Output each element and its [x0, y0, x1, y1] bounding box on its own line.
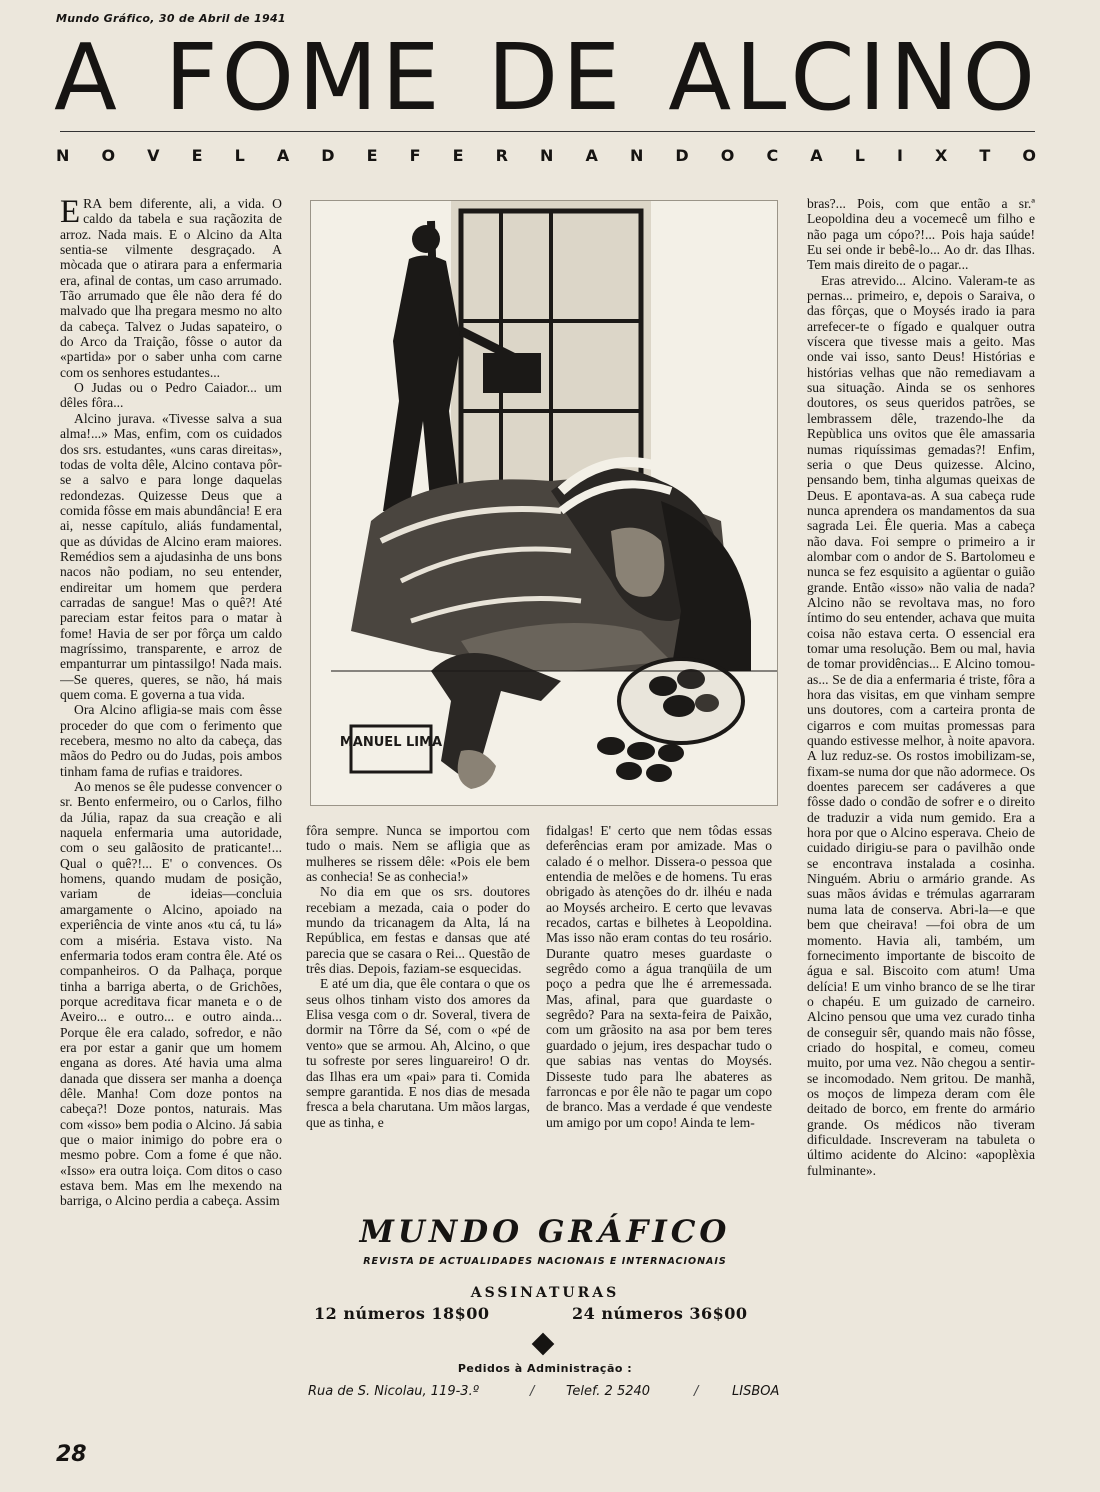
paragraph: O Judas ou o Pedro Caiador... um dêles fôra...: [60, 380, 282, 411]
article-subtitle: N O V E L A D E F E R N A N D O C A L I X T O: [56, 146, 1036, 165]
paragraph: Ora Alcino afligia-se mais com êsse proceder do que com o ferimento que recebera, mesmo no alto da cabeça, das mãos do Pedro ou do Judas, pois ambos tinham fama de rufias e traidores.: [60, 702, 282, 779]
ad-phone: Telef. 2 5240: [566, 1384, 651, 1399]
subscription-advertisement: [300, 1204, 790, 1480]
text-column-4: [807, 196, 1035, 1272]
illustration-drawing: [311, 201, 777, 805]
diamond-ornament-icon: [532, 1333, 555, 1356]
text-column-1: [60, 196, 282, 1272]
ad-tagline: REVISTA DE ACTUALIDADES NACIONAIS E INTERNACIONAIS: [363, 1256, 727, 1267]
paragraph: Ao menos se êle pudesse convencer o sr. Bento enfermeiro, ou o Carlos, filho da Júlia, rapaz da sua creação e ali naquela enfermaria uma autoridade, com o seu galãosito de praticante!... Qual o quê?!... E' o convences. Os homens, quando mudam de posição, variam de ideias—concluia amargamente o Alcino, apoiado na experiência de vinte anos «tu cá, tu lá» com a miséria. Estava visto. Na enfermaria todos eram contra êle. Até os companheiros. O da Palhaça, porque tinha a barriga aberta, o de Grichões, porque acreditava ficar maneta e o de Aveiro... e outro... e outro ainda... Porque êle era calado, sofredor, e não era por estar a ganir que um homem engana as dores. Até havia uma alma danada que dissera ser manha a doença dêle. Manha! Com doze pontos na cabeça?! Doze pontos, naturais. Mas com «isso» bem podia o Alcino. Já sabia que o maior inimigo do pobre era o mesmo pobre. Com a fome é que não. «Isso» era outra loiça. Com ditos o caso estava bem. Mas em lhe mexendo na barriga, o Alcino perdia a cabeça. Assim: [60, 779, 282, 1209]
title-rule: [60, 131, 1035, 132]
ad-subscriptions-title: ASSINATURAS: [470, 1285, 620, 1301]
ad-magazine-name: MUNDO GRÁFICO: [359, 1214, 731, 1250]
ad-address: Rua de S. Nicolau, 119-3.º: [308, 1384, 479, 1399]
text-column-2: [306, 823, 530, 1193]
story-illustration: [310, 200, 778, 806]
ad-city: LISBOA: [732, 1384, 780, 1399]
article-title: A FOME DE ALCINO: [54, 24, 1039, 131]
ad-orders-label: Pedidos à Administração :: [457, 1362, 633, 1375]
paragraph: bras?... Pois, com que então a sr.ª Leopoldina deu a vocemecê um filho e não paga um cópo?!... Pois haja saúde! Eu sei onde ir bebê-lo... Ao dr. das Ilhas. Tem mais direito de o pagar...: [807, 196, 1035, 273]
page-number: 28: [56, 1442, 87, 1467]
text-column-3: [546, 823, 772, 1193]
separator-slash: /: [694, 1384, 699, 1399]
paragraph: Eras atrevido... Alcino. Valeram-te as pernas... primeiro, e, depois o Saraiva, o das fôrças, que o Moysés irado ia para arrefecer-te o fígado e qualquer outra víscera que tivesse mais a geito. Mas onde vai isso, santo Deus! Histórias e histórias velhas que não remediavam a sua situação. Ainda se os senhores doutores, os seus queridos patrões, se lembrassem dêle, trazendo-lhe da Repùblica uns ovitos que êle amassaria numas riquíssimas gemadas?! Enfim, seria o que Deus quizesse. Alcino, pensando bem, tinha algumas queixas de Deus. E apontava-as. A sua cabeça rude nunca aprendera os mandamentos da sua sagrada Lei. Êle queria. Mas a cabeça não dava. Foi sempre o primeiro a ir alombar com o andor de S. Bartolomeu e nunca se fez esquisito a agüentar o guião grande. Então «isso» não valia de nada? Alcino não se revoltava mas, no foro íntimo do seu entender, achava que muita coisa não estava certa. O essencial era tomar uma resolução. Bem ou mal, havia de tomar providências... E Alcino tomou-as... Se de dia a enfermaria é triste, fôra a hora das visitas, em que vinham sempre uns doutores, com a carteira pronta de cigarros e com muitas promessas para quando estivesse melhor, à noite apavora. A luz reduz-se. Os rostos imobilizam-se, fixam-se numa dor que não adormece. Os doentes parecem ser cadáveres a que fôsse dado o condão de sofrer e o direito de traduzir a vida num gemido. Era a hora por que o Alcino esperava. Cheio de cuidado dirigiu-se para o pavilhão onde se encontrava instalada a cosinha. Ninguém. Abriu o armário grande. As suas mãos ávidas e trémulas agarraram numa lata de conserva. Abri-la—e que bem que cheirava! —foi obra de um momento. Havia ali, também, um fornecimento importante de biscoito de água e sal. Biscoito com atum! Uma delícia! E um vinho branco de se lhe tirar o chapéu. E um guizado de carneiro. Alcino pensou que uma vez curado tinha de conseguir sêr, quando mais não fôsse, criado do hospital, e comeu, comeu muito, por uma vez. Não chegou a sentir-se incomodado. Nem gritou. De manhã, os moços de limpeza deram com êle deitado de borco, em frente do armário grande. Os médicos não tiveram dificuldade. Inscreveram na tabuleta o último acidente do Alcino: «apoplèxia fulminante».: [807, 272, 1035, 1178]
paragraph: fidalgas! E' certo que nem tôdas essas deferências eram por amizade. Mas o calado é o melhor. Dissera-o pessoa que entendia de melões e de homens. Tu eras obrigado às atenções do dr. ilhéu e nada ao Moysés archeiro. E certo que levavas recados, cartas e bilhetes à Leopoldina. Mas isso não eram contas do teu rosário. Durante quatro meses guardaste o segrêdo como a água tranqüila de um poço a pedra que lhe é arremessada. Mas, afinal, para que guardaste o segrêdo? Para na sexta-feira de Paixão, com um grãosito na asa por bem teres guardado o jejum, ires despachar tudo o que sabias nas ventas do Moysés. Disseste tudo para lhe abateres as farroncas e por êle não te pagar um copo de branco. Mas a verdade é que vendeste um amigo por um copo! Ainda te lem-: [546, 823, 772, 1130]
illustrator-signature: MANUEL LIMA: [339, 735, 443, 750]
drop-cap: E: [60, 196, 81, 230]
ad-price-12: 12 números 18$00: [314, 1304, 490, 1323]
paragraph: No dia em que os srs. doutores recebiam a mezada, caia o poder do mundo da tricanagem da Alta, lá na República, em festas e dansas que até parecia que se casara o Rei... Questão de três dias. Depois, faziam-se esquecidas.: [306, 884, 530, 977]
paragraph-text: RA bem diferente, ali, a vida. O caldo da tabela e sua raçãozita de arroz. Nada mais. E o Alcino da Alta sentia-se vilmente desgraçado. A mòcada que o atirara para a enfermaria era, afinal de contas, um caso arrumado. Tão arrumado que êle não dera fé do malvado que lha pregara mesmo no alto da cabeça. Talvez o Judas sapateiro, o do Arco da Traição, fôsse o autor da «partida» por o saber unha com carne com os senhores estudantes...: [60, 196, 282, 380]
ad-price-24: 24 números 36$00: [572, 1304, 748, 1323]
separator-slash: /: [530, 1384, 535, 1399]
publication-date: Mundo Gráfico, 30 de Abril de 1941: [56, 12, 286, 25]
paragraph: fôra sempre. Nunca se importou com tudo o mais. Nem se afligia que as mulheres se rissem dêle: «Pois ele bem as conhecia! Se as conhecia!»: [306, 823, 530, 885]
paragraph: Alcino jurava. «Tivesse salva a sua alma!...» Mas, enfim, com os cuidados dos srs. estudantes, «uns caras direitas», todas de volta dêle, Alcino contava pôr-se a salvo e para longe daquelas redondezas. Quizesse Deus que a comida fôsse em mais abundância! E era ai, nesse capítulo, aliás fundamental, que as dúvidas de Alcino eram maiores. Remédios sem a ajudasinha de uns bons nacos não podiam, no seu entender, endireitar um homem que perdera carradas de sangue! Mas o quê?! Até pareciam estar feitos para o matar à fome! Havia de ser por fôrça um caldo magríssimo, transparente, e arroz de empanturrar um pintassilgo! Nada mais. —Se queres, queres, se não, há mais quem coma. E governa a tua vida.: [60, 410, 282, 702]
paragraph: E até um dia, que êle contara o que os seus olhos tinham visto dos amores da Elisa vesga com o dr. Soveral, tivera de dormir na Tôrre da Sé, com o «pé de vento» que se armou. Ah, Alcino, o que tu sofreste por seres linguareiro! O dr. das Ilhas era um «pai» para ti. Comida sempre garantida. E nos dias de mesada fresca a bela charutana. Um mãos largas, que as tinha, e: [306, 976, 530, 1130]
paragraph: [60, 196, 282, 380]
